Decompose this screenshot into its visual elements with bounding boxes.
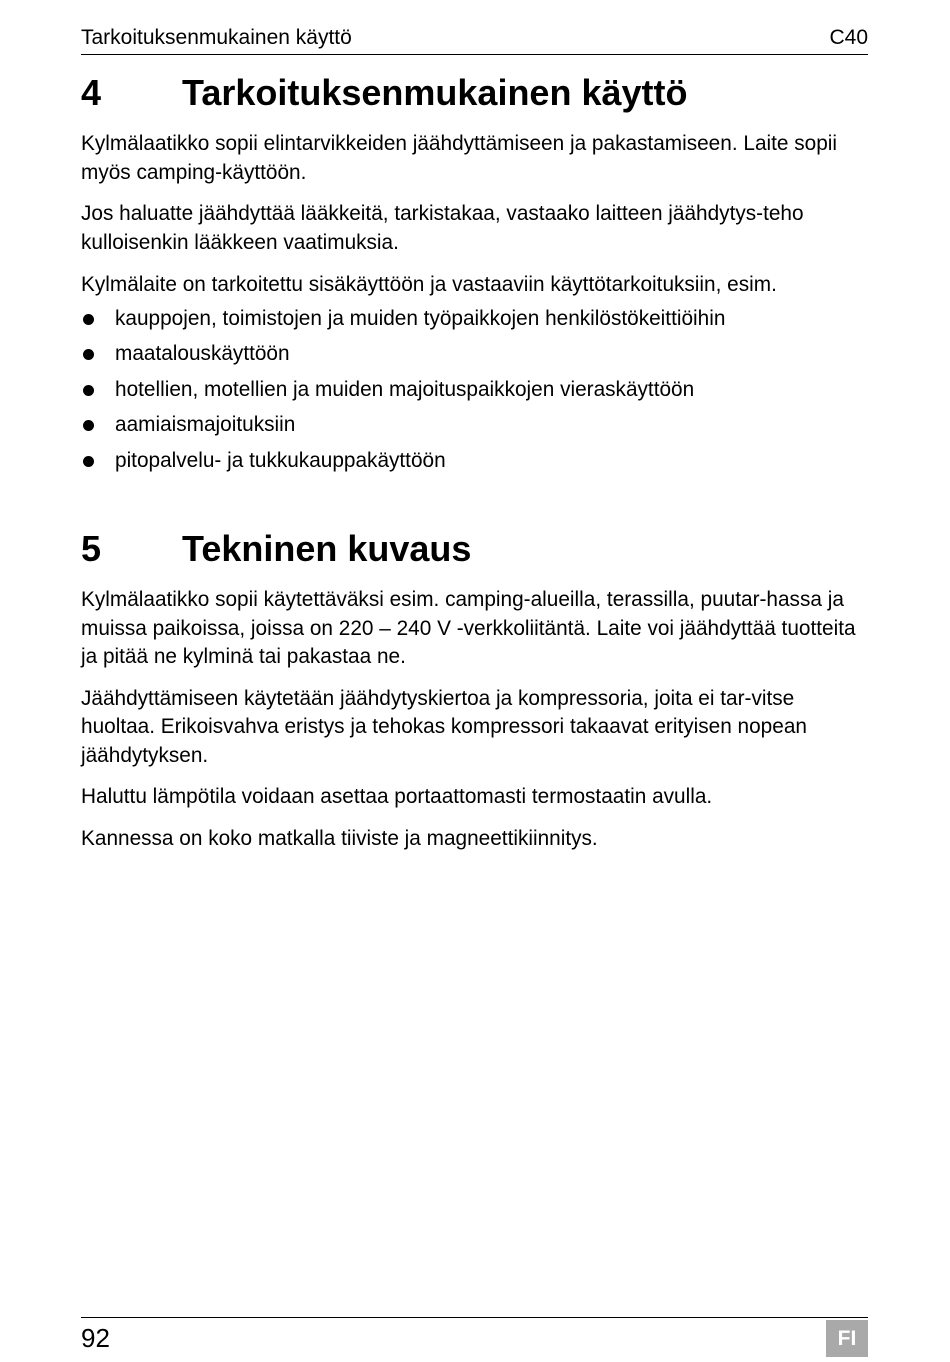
bullet-icon bbox=[83, 349, 94, 360]
section-4-number: 4 bbox=[81, 72, 102, 113]
list-item-text: kauppojen, toimistojen ja muiden työpaikkojen henkilöstökeittiöihin bbox=[115, 306, 726, 330]
bullet-icon bbox=[83, 456, 94, 467]
page-number: 92 bbox=[81, 1323, 110, 1353]
section-4-paragraph-2: Jos haluatte jäähdyttää lääkkeitä, tarkistakaa, vastaako laitteen jäähdytys-teho kulloisenkin lääkkeen vaatimuksia. bbox=[81, 202, 804, 254]
list-item-text: maatalouskäyttöön bbox=[115, 342, 290, 365]
language-badge: FI bbox=[826, 1320, 868, 1357]
bullet-icon bbox=[83, 385, 94, 396]
section-4-paragraph-1: Kylmälaatikko sopii elintarvikkeiden jäähdyttämiseen ja pakastamiseen. Laite sopii myös camping-käyttöön. bbox=[81, 132, 838, 184]
list-item bbox=[81, 340, 868, 376]
section-4-paragraph-3: Kylmälaite on tarkoitettu sisäkäyttöön ja vastaaviin käyttötarkoituksiin, esim. bbox=[81, 273, 777, 296]
section-4-title: Tarkoituksenmukainen käyttö bbox=[182, 72, 688, 113]
section-5-heading bbox=[81, 522, 868, 576]
section-5-number: 5 bbox=[81, 528, 102, 569]
section-5-paragraph-3: Haluttu lämpötila voidaan asettaa portaattomasti termostaatin avulla. bbox=[81, 785, 713, 808]
list-item-text: hotellien, motellien ja muiden majoituspaikkojen vieraskäyttöön bbox=[115, 377, 695, 401]
page-footer bbox=[81, 1317, 868, 1362]
bullet-icon bbox=[83, 420, 94, 431]
section-5-title: Tekninen kuvaus bbox=[182, 528, 472, 569]
running-header bbox=[81, 24, 868, 55]
list-item bbox=[81, 411, 868, 447]
page-content bbox=[81, 66, 868, 853]
usage-list bbox=[81, 305, 868, 483]
list-item bbox=[81, 305, 868, 341]
running-title: Tarkoituksenmukainen käyttö bbox=[81, 26, 352, 49]
list-item-text: pitopalvelu- ja tukkukauppakäyttöön bbox=[115, 448, 446, 472]
section-5-paragraph-2: Jäähdyttämiseen käytetään jäähdytyskiertoa ja kompressoria, joita ei tar-vitse huoltaa. Erikoisvahva eristys ja tehokas kompressori takaavat erityisen nopean jäähdytyksen. bbox=[81, 686, 807, 767]
list-item-text: aamiaismajoituksiin bbox=[115, 413, 296, 436]
section-5-paragraph-4: Kannessa on koko matkalla tiiviste ja magneettikiinnitys. bbox=[81, 826, 598, 850]
list-item bbox=[81, 376, 868, 412]
model-name: C40 bbox=[829, 26, 868, 49]
bullet-icon bbox=[83, 314, 94, 325]
list-item bbox=[81, 447, 868, 483]
section-5-paragraph-1: Kylmälaatikko sopii käytettäväksi esim. camping-alueilla, terassilla, puutar-hassa ja muissa paikoissa, joissa on 220 – 240 V -verkkoliitäntä. Laite voi jäähdyttää tuotteita ja pitää ne kylminä tai pakastaa ne. bbox=[81, 588, 856, 668]
section-4-heading bbox=[81, 66, 868, 120]
